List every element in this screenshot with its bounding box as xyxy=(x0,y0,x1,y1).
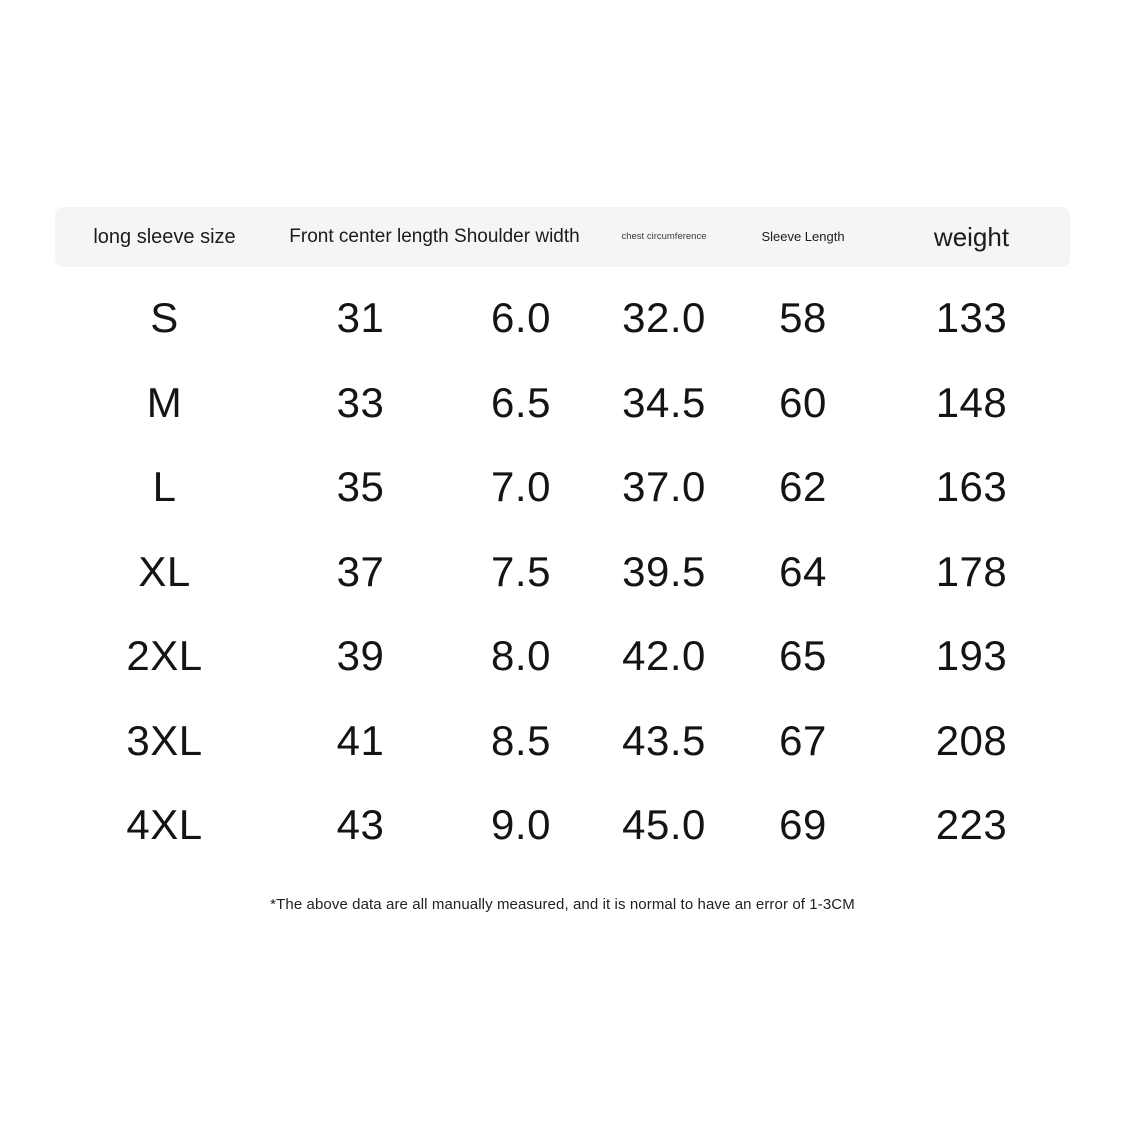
cell-size: S xyxy=(150,294,179,342)
cell-size: 4XL xyxy=(126,801,203,849)
table-header xyxy=(55,207,1070,267)
cell-weight: 193 xyxy=(935,632,1008,680)
cell-chest-circumference: 42.0 xyxy=(622,632,706,680)
cell-chest-circumference: 32.0 xyxy=(622,294,706,342)
cell-sleeve-length: 58 xyxy=(779,294,827,342)
cell-shoulder-width: 6.5 xyxy=(491,378,551,426)
cell-weight: 148 xyxy=(935,378,1008,426)
table-row xyxy=(55,614,1070,699)
table-row xyxy=(55,530,1070,615)
table-row xyxy=(55,276,1070,361)
cell-sleeve-length: 62 xyxy=(779,463,827,511)
cell-sleeve-length: 65 xyxy=(779,632,827,680)
cell-sleeve-length: 60 xyxy=(779,378,827,426)
cell-chest-circumference: 45.0 xyxy=(622,801,706,849)
cell-weight: 133 xyxy=(935,294,1008,342)
header-front-center-length-shoulder-width: Front center length Shoulder width xyxy=(289,225,580,247)
cell-front-center-length: 41 xyxy=(336,716,385,764)
cell-size: XL xyxy=(138,547,191,595)
cell-front-center-length: 35 xyxy=(336,463,385,511)
cell-chest-circumference: 34.5 xyxy=(622,378,706,426)
cell-front-center-length: 39 xyxy=(336,632,385,680)
cell-front-center-length: 37 xyxy=(336,547,385,595)
cell-front-center-length: 31 xyxy=(336,294,385,342)
cell-front-center-length: 33 xyxy=(336,378,385,426)
cell-weight: 223 xyxy=(935,801,1008,849)
cell-weight: 208 xyxy=(935,716,1008,764)
cell-shoulder-width: 8.0 xyxy=(491,632,551,680)
cell-sleeve-length: 64 xyxy=(779,547,827,595)
cell-shoulder-width: 8.5 xyxy=(491,716,551,764)
cell-size: 2XL xyxy=(126,632,203,680)
cell-shoulder-width: 6.0 xyxy=(491,294,551,342)
measurement-note: *The above data are all manually measured, and it is normal to have an error of 1-3CM xyxy=(270,895,855,913)
cell-size: L xyxy=(152,463,177,511)
table-body xyxy=(55,267,1070,868)
cell-size: 3XL xyxy=(126,716,203,764)
table-row xyxy=(55,445,1070,530)
header-size-column: long sleeve size xyxy=(93,226,236,248)
cell-weight: 178 xyxy=(935,547,1008,595)
size-chart-table xyxy=(55,207,1070,913)
header-weight: weight xyxy=(933,221,1010,252)
cell-shoulder-width: 7.5 xyxy=(491,547,551,595)
cell-sleeve-length: 69 xyxy=(779,801,827,849)
cell-shoulder-width: 9.0 xyxy=(491,801,551,849)
cell-sleeve-length: 67 xyxy=(779,716,827,764)
table-row xyxy=(55,699,1070,784)
table-row xyxy=(55,783,1070,868)
table-row xyxy=(55,361,1070,446)
cell-chest-circumference: 39.5 xyxy=(622,547,706,595)
header-chest-circumference: chest circumference xyxy=(621,230,707,242)
cell-chest-circumference: 37.0 xyxy=(622,463,706,511)
cell-chest-circumference: 43.5 xyxy=(622,716,706,764)
header-sleeve-length: Sleeve Length xyxy=(761,228,845,244)
cell-front-center-length: 43 xyxy=(336,801,385,849)
cell-shoulder-width: 7.0 xyxy=(491,463,551,511)
cell-size: M xyxy=(146,378,183,426)
cell-weight: 163 xyxy=(935,463,1008,511)
